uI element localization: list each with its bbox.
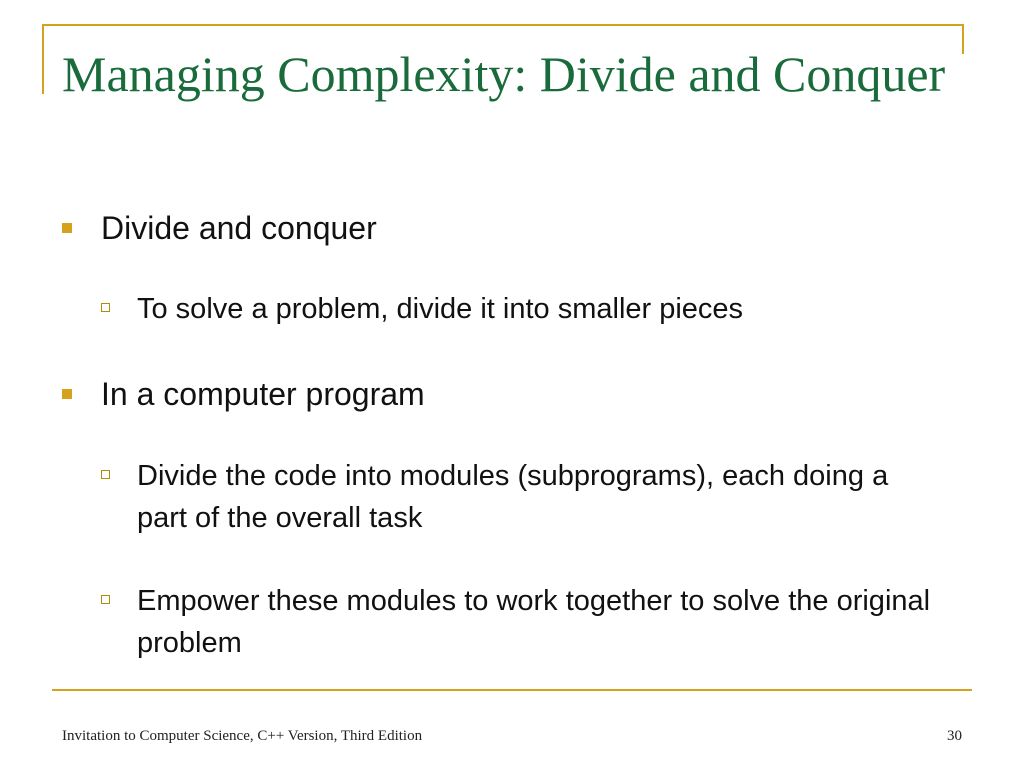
footer-course-title: Invitation to Computer Science, C++ Version, Third Edition	[62, 728, 423, 744]
left-border-line	[42, 24, 44, 94]
slide-title: Managing Complexity: Divide and Conquer	[62, 46, 946, 102]
sub-bullet-item-2-2	[101, 580, 971, 664]
footer-divider-line	[52, 689, 972, 691]
sub-bullet-text: Empower these modules to work together to solve the original problem	[137, 585, 931, 659]
page-number: 30	[947, 728, 962, 744]
top-border-line	[42, 24, 964, 26]
sub-bullet-item-2-1	[101, 455, 971, 539]
bullet-item-1	[62, 208, 962, 248]
sub-bullet-item-1-1	[101, 288, 971, 330]
bullet-text: Divide and conquer	[101, 210, 377, 246]
hollow-square-bullet-icon	[101, 470, 110, 479]
bullet-text: In a computer program	[101, 376, 425, 412]
filled-square-bullet-icon	[62, 389, 72, 399]
filled-square-bullet-icon	[62, 223, 72, 233]
hollow-square-bullet-icon	[101, 595, 110, 604]
sub-bullet-text: Divide the code into modules (subprograms), each doing a part of the overall task	[137, 460, 889, 534]
bullet-item-2	[62, 374, 962, 414]
sub-bullet-text: To solve a problem, divide it into smaller pieces	[137, 293, 744, 325]
right-border-tick	[962, 24, 964, 54]
hollow-square-bullet-icon	[101, 303, 110, 312]
